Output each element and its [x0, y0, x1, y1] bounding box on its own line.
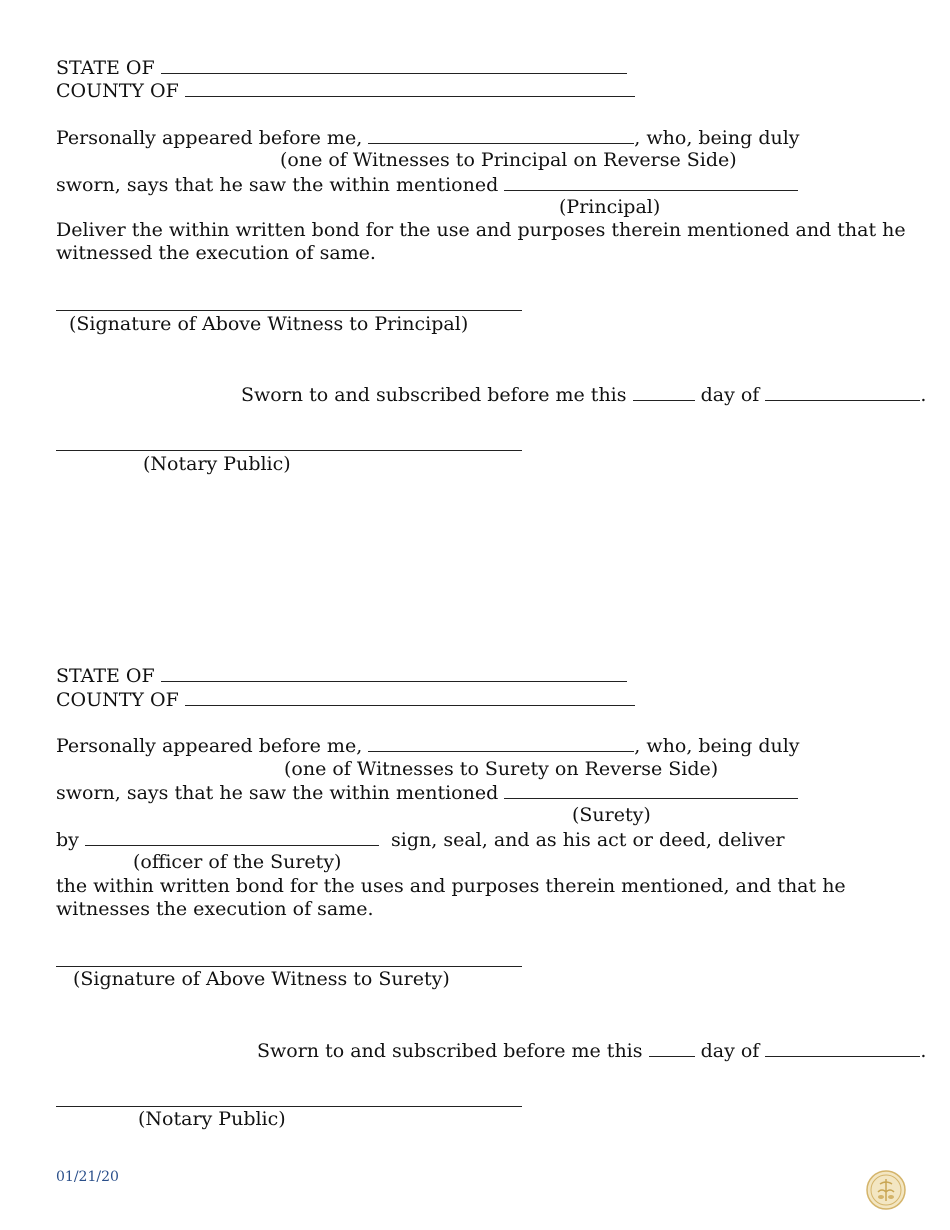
officer-caption: (officer of the Surety): [133, 851, 342, 873]
principal-caption: (Principal): [559, 196, 661, 218]
signature-caption-principal: (Signature of Above Witness to Principal): [69, 313, 469, 335]
state-seal-icon: [866, 1170, 906, 1210]
witness-caption-surety: (one of Witnesses to Surety on Reverse Side): [284, 758, 719, 780]
form-date: 01/21/20: [56, 1169, 119, 1185]
county-blank[interactable]: [185, 690, 635, 706]
signature-line-principal-witness[interactable]: [56, 310, 522, 311]
signature-caption-surety: (Signature of Above Witness to Surety): [73, 968, 450, 990]
appeared-line-surety: Personally appeared before me, , who, being duly: [56, 735, 800, 757]
state-line-surety: STATE OF: [56, 666, 627, 686]
witness-name-blank[interactable]: [368, 736, 634, 752]
county-blank[interactable]: [185, 81, 635, 97]
deliver-line-2: witnessed the execution of same.: [56, 242, 376, 264]
month-blank[interactable]: [765, 1041, 920, 1057]
day-blank[interactable]: [649, 1041, 695, 1057]
notary-caption-surety: (Notary Public): [138, 1108, 286, 1130]
state-blank[interactable]: [161, 666, 627, 682]
month-blank[interactable]: [765, 385, 920, 401]
witness-caption: (one of Witnesses to Principal on Reverse Side): [280, 149, 737, 171]
witness-name-blank[interactable]: [368, 128, 634, 144]
county-line-surety: COUNTY OF: [56, 690, 635, 710]
deliver-line-1: Deliver the within written bond for the use and purposes therein mentioned and that he: [56, 219, 906, 241]
state-blank[interactable]: [161, 58, 627, 74]
by-line-surety: by sign, seal, and as his act or deed, deliver: [56, 829, 785, 851]
surety-blank[interactable]: [504, 783, 798, 799]
bond-line-1: the within written bond for the uses and purposes therein mentioned, and that he: [56, 875, 846, 897]
notary-signature-line-principal[interactable]: [56, 450, 522, 451]
bond-line-2: witnesses the execution of same.: [56, 898, 374, 920]
principal-blank[interactable]: [504, 175, 798, 191]
surety-caption: (Surety): [572, 804, 651, 826]
sworn-date-line-surety: Sworn to and subscribed before me this day of .: [257, 1040, 927, 1062]
sworn-line-surety: sworn, says that he saw the within mentioned: [56, 783, 798, 803]
appeared-line-principal: Personally appeared before me, , who, being duly: [56, 127, 800, 149]
sworn-line-principal: sworn, says that he saw the within mentioned: [56, 175, 798, 195]
signature-line-surety-witness[interactable]: [56, 966, 522, 967]
officer-blank[interactable]: [85, 830, 379, 846]
county-line-principal: COUNTY OF: [56, 81, 635, 101]
state-line-principal: STATE OF: [56, 58, 627, 78]
day-blank[interactable]: [633, 385, 695, 401]
sworn-date-line-principal: Sworn to and subscribed before me this day of .: [241, 384, 927, 406]
notary-signature-line-surety[interactable]: [56, 1106, 522, 1107]
notary-caption-principal: (Notary Public): [143, 453, 291, 475]
